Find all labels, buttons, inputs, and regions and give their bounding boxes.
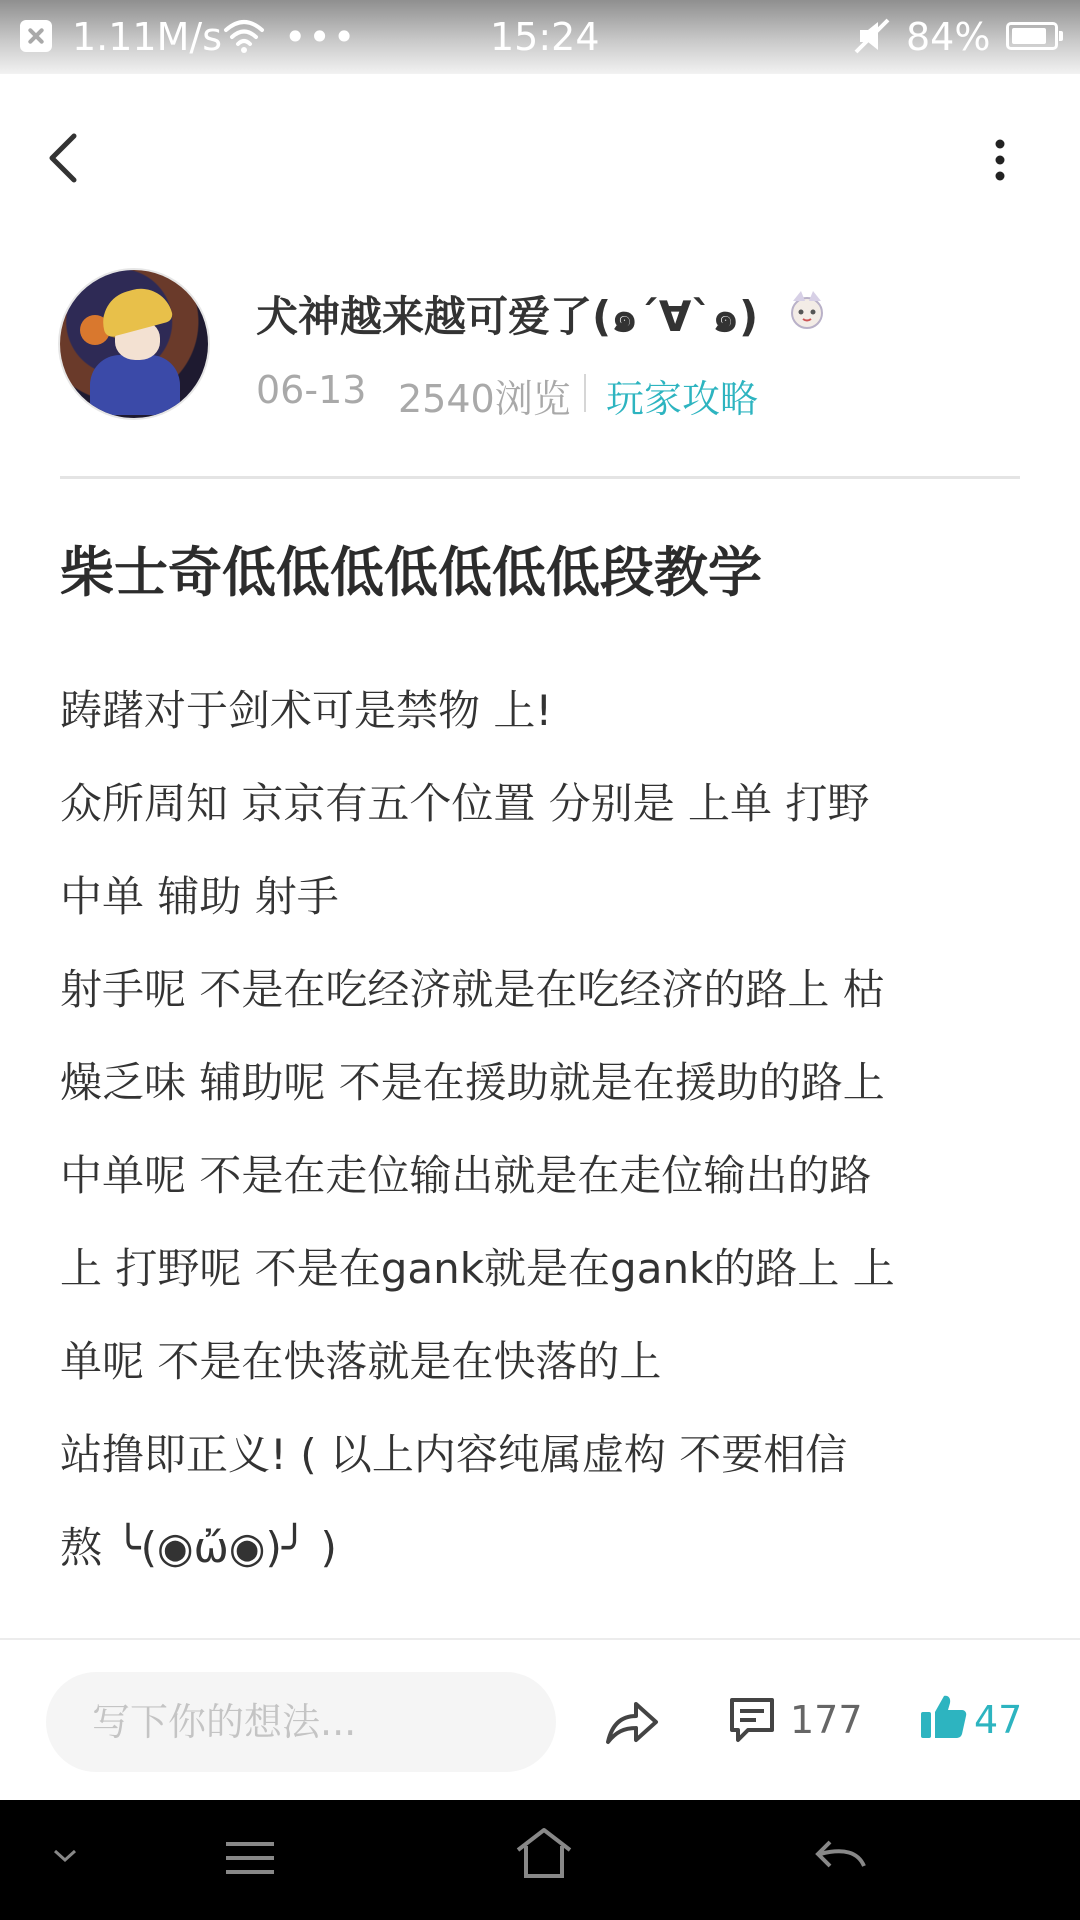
menu-icon[interactable]: [222, 1838, 278, 1882]
post-line: 熬 ╰(◉ὤ◉)╯ ): [60, 1523, 337, 1572]
thumbs-up-icon: [918, 1692, 968, 1742]
post-line: 单呢 不是在快落就是在快落的上: [60, 1337, 662, 1386]
post-line: 燥乏味 辅助呢 不是在援助就是在援助的路上: [60, 1058, 885, 1107]
badge-icon: [785, 287, 829, 333]
post-line: 众所周知 京京有五个位置 分别是 上单 打野: [60, 779, 870, 828]
battery-percent: 84%: [906, 15, 991, 59]
comment-input[interactable]: [46, 1672, 556, 1772]
back-icon: [40, 128, 90, 188]
post-line: 中单 辅助 射手: [60, 872, 339, 921]
collapse-icon[interactable]: [52, 1848, 78, 1868]
bottom-divider: [0, 1638, 1080, 1640]
return-icon[interactable]: [812, 1836, 868, 1880]
post-line: 站撸即正义! ( 以上内容纯属虚构 不要相信: [60, 1430, 848, 1479]
home-icon[interactable]: [514, 1826, 574, 1884]
more-notifications: •••: [284, 15, 358, 59]
close-icon: [20, 20, 52, 52]
post-date: 06-13: [256, 368, 367, 412]
more-options-button[interactable]: [980, 130, 1020, 190]
comment-count: 177: [790, 1698, 863, 1742]
share-icon: [604, 1696, 660, 1748]
post-line: 上 打野呢 不是在gank就是在gank的路上 上: [60, 1244, 895, 1293]
header-divider: [60, 476, 1020, 479]
like-button[interactable]: [918, 1690, 1048, 1750]
post-line: 射手呢 不是在吃经济就是在吃经济的路上 枯: [60, 965, 885, 1014]
category-tag[interactable]: 玩家攻略: [606, 377, 759, 421]
author-avatar[interactable]: [60, 270, 208, 418]
comment-icon: [726, 1694, 778, 1746]
share-button[interactable]: [604, 1696, 660, 1748]
network-speed: 1.11M/s: [72, 15, 222, 59]
post-line: 踌躇对于剑术可是禁物 上!: [60, 686, 553, 735]
back-button[interactable]: [40, 128, 90, 188]
post-body: [60, 664, 1020, 1594]
battery-icon: [1006, 22, 1058, 50]
status-bar: [0, 0, 1080, 74]
mute-icon: [852, 16, 892, 66]
clock: 15:24: [490, 15, 600, 59]
system-nav-bar: [0, 1800, 1080, 1920]
meta-divider: [584, 374, 586, 412]
wifi-icon: [222, 18, 266, 64]
author-name[interactable]: 犬神越来越可爱了(๑´∀`๑): [256, 292, 759, 341]
view-count: 2540浏览: [398, 377, 571, 421]
post-line: 中单呢 不是在走位输出就是在走位输出的路: [60, 1151, 872, 1200]
like-count: 47: [974, 1698, 1023, 1742]
more-vertical-icon: [980, 130, 1020, 190]
comment-button[interactable]: [726, 1694, 866, 1750]
post-title: 柴士奇低低低低低低低段教学: [60, 541, 762, 604]
